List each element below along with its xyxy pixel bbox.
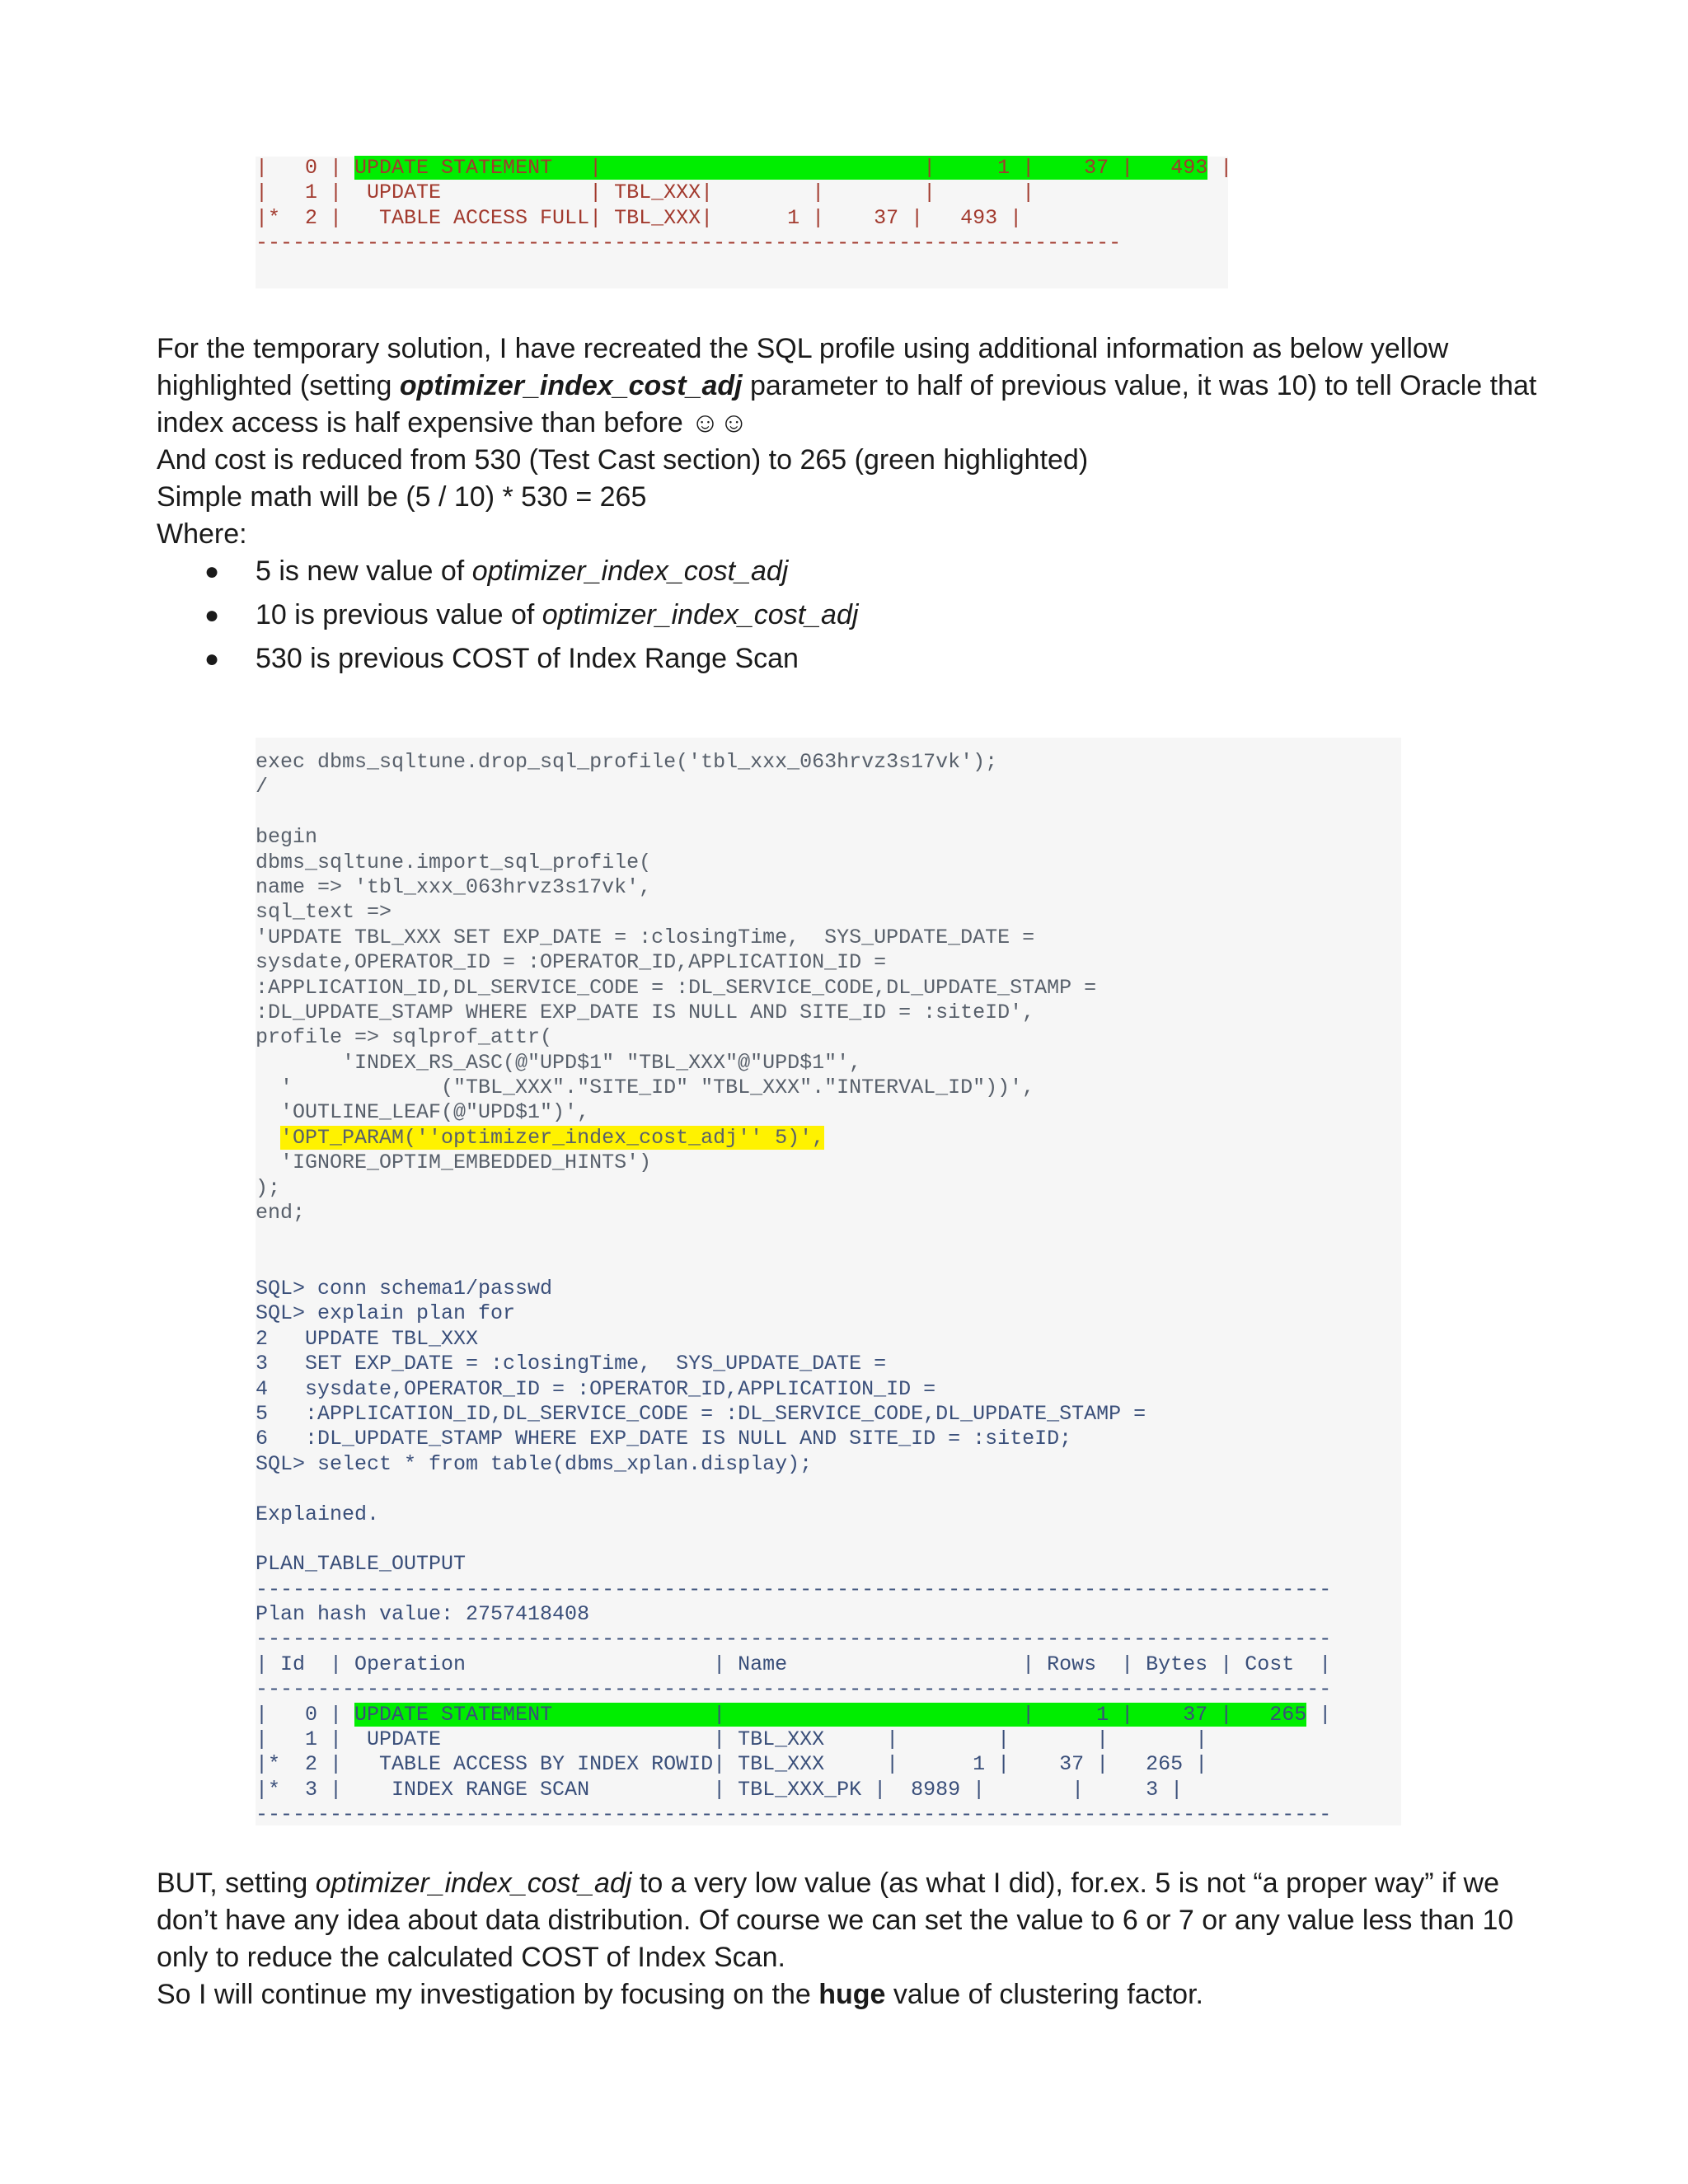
code-line: name => 'tbl_xxx_063hrvz3s17vk', [256,874,652,899]
code-line [256,800,1096,825]
plan-bottom-row-1: | 1 | UPDATE | TBL_XXX | | | | [256,1727,1208,1752]
paragraph-explanation [157,330,1558,553]
code-line: / [256,775,269,799]
session-line: --------------------------------------------------------------------------------------- [256,1627,1332,1652]
para1-line5: Simple math will be (5 / 10) * 530 = 265 [157,481,647,513]
code-line: exec dbms_sqltune.drop_sql_profile('tbl_xxx_063hrvz3s17vk'); [256,750,998,774]
plan-top-row-2: |* 2 | TABLE ACCESS FULL| TBL_XXX| 1 | 37 | 493 | [256,205,1023,230]
code-line: ); [256,1175,281,1200]
bullet-dot-icon: ● [204,558,220,585]
session-line: SQL> explain plan for [256,1301,516,1326]
session-line [256,1527,1331,1552]
code-line: 'INDEX_RS_ASC(@"UPD$1" "TBL_XXX"@"UPD$1"', [256,1050,862,1075]
code-line: begin [256,825,318,850]
bullet-dot-icon: ● [204,645,220,673]
para2-line2: don’t have any idea about data distribution. Of course we can set the value to 6 or 7 or any value less than 10 [157,1905,1514,1936]
code-line: 'IGNORE_OPTIM_EMBEDDED_HINTS') [256,1151,652,1175]
session-line: 4 sysdate,OPERATOR_ID = :OPERATOR_ID,APPLICATION_ID = [256,1376,936,1401]
para1-line6: Where: [157,518,247,550]
code-line: ' ("TBL_XXX"."SITE_ID" "TBL_XXX"."INTERVAL_ID"))', [256,1076,1035,1100]
code-line: sql_text => [256,900,392,925]
session-line: 2 UPDATE TBL_XXX [256,1326,479,1351]
session-line: 3 SET EXP_DATE = :closingTime, SYS_UPDATE_DATE = [256,1352,887,1376]
code-line: dbms_sqltune.import_sql_profile( [256,850,652,874]
plan-top-separator: ---------------------------------------------------------------------- [256,231,1122,255]
plan-bottom-row-0: | 0 | UPDATE STATEMENT | | 1 | 37 | 265 | [256,1702,1332,1727]
plan-bottom-row-0-highlight: UPDATE STATEMENT | | 1 | 37 | 265 [354,1702,1307,1727]
session-line: --------------------------------------------------------------------------------------- [256,1677,1332,1702]
code-line: :DL_UPDATE_STAMP WHERE EXP_DATE IS NULL AND SITE_ID = :siteID', [256,1000,1035,1024]
para2-line3: only to reduce the calculated COST of Index Scan. [157,1942,785,1973]
plan-top-row-1: | 1 | UPDATE | TBL_XXX| | | | [256,180,1035,205]
plan-table-top [256,156,1232,256]
plan-top-row-0: | 0 | UPDATE STATEMENT | | 1 | 37 | 493 | [256,156,1233,180]
code-line-highlighted [256,1126,1096,1151]
plan-header-line: | Id | Operation | Name | Rows | Bytes | Cost | [256,1652,1332,1676]
param-name-italic: optimizer_index_cost_adj [315,1868,632,1899]
code-line: 'UPDATE TBL_XXX SET EXP_DATE = :closingTime, SYS_UPDATE_DATE = [256,925,1035,949]
sql-profile-code [256,750,1096,1226]
bullet-list [157,553,1558,684]
huge-bold: huge [818,1979,886,2010]
plan-hash-line: Plan hash value: 2757418408 [256,1602,590,1627]
bullet-item: ● 530 is previous COST of Index Range Scan [157,640,1558,684]
bullet-dot-icon: ● [204,602,220,629]
code-line: :APPLICATION_ID,DL_SERVICE_CODE = :DL_SERVICE_CODE,DL_UPDATE_STAMP = [256,975,1097,1000]
session-line: Explained. [256,1502,380,1526]
code-line: sysdate,OPERATOR_ID = :OPERATOR_ID,APPLICATION_ID = [256,950,887,975]
session-line: --------------------------------------------------------------------------------------- [256,1577,1332,1601]
code-line: end; [256,1201,306,1226]
session-line: 6 :DL_UPDATE_STAMP WHERE EXP_DATE IS NULL AND SITE_ID = :siteID; [256,1427,1072,1451]
code-line: profile => sqlprof_attr( [256,1025,553,1050]
para1-line2: highlighted (setting optimizer_index_cost_adj parameter to half of previous value, it was 10) to tell Oracle that [157,370,1537,401]
bullet-item: ● 5 is new value of optimizer_index_cost_adj [157,553,1558,597]
plan-bottom-row-3: |* 3 | INDEX RANGE SCAN | TBL_XXX_PK | 8989 | | 3 | [256,1777,1184,1802]
session-line: SQL> select * from table(dbms_xplan.display); [256,1451,813,1476]
plan-top-row-0-highlight: UPDATE STATEMENT | | 1 | 37 | 493 [354,156,1208,180]
plan-bottom-separator: --------------------------------------------------------------------------------------- [256,1802,1332,1827]
opt-param-highlight: 'OPT_PARAM(''optimizer_index_cost_adj'' 5)', [280,1125,825,1150]
code-line: 'OUTLINE_LEAF(@"UPD$1")', [256,1100,590,1125]
para2-line1: BUT, setting optimizer_index_cost_adj to a very low value (as what I did), for.ex. 5 is not “a proper way” if we [157,1868,1499,1899]
param-name-bold: optimizer_index_cost_adj [399,370,743,401]
para1-line4: And cost is reduced from 530 (Test Cast section) to 265 (green highlighted) [157,444,1089,476]
session-line: SQL> conn schema1/passwd [256,1277,553,1301]
session-line [256,1477,1331,1502]
session-line: 5 :APPLICATION_ID,DL_SERVICE_CODE = :DL_SERVICE_CODE,DL_UPDATE_STAMP = [256,1401,1146,1426]
sqlplus-session [256,1277,1331,1828]
plan-bottom-row-2: |* 2 | TABLE ACCESS BY INDEX ROWID| TBL_XXX | 1 | 37 | 265 | [256,1752,1208,1777]
para2-line4: So I will continue my investigation by focusing on the huge value of clustering factor. [157,1979,1203,2010]
paragraph-conclusion [157,1865,1558,2013]
session-line: PLAN_TABLE_OUTPUT [256,1552,467,1577]
bullet-item: ● 10 is previous value of optimizer_index_cost_adj [157,597,1558,640]
para1-line3: index access is half expensive than before ☺☺ [157,407,748,438]
para1-line1: For the temporary solution, I have recreated the SQL profile using additional information as below yellow [157,333,1449,364]
